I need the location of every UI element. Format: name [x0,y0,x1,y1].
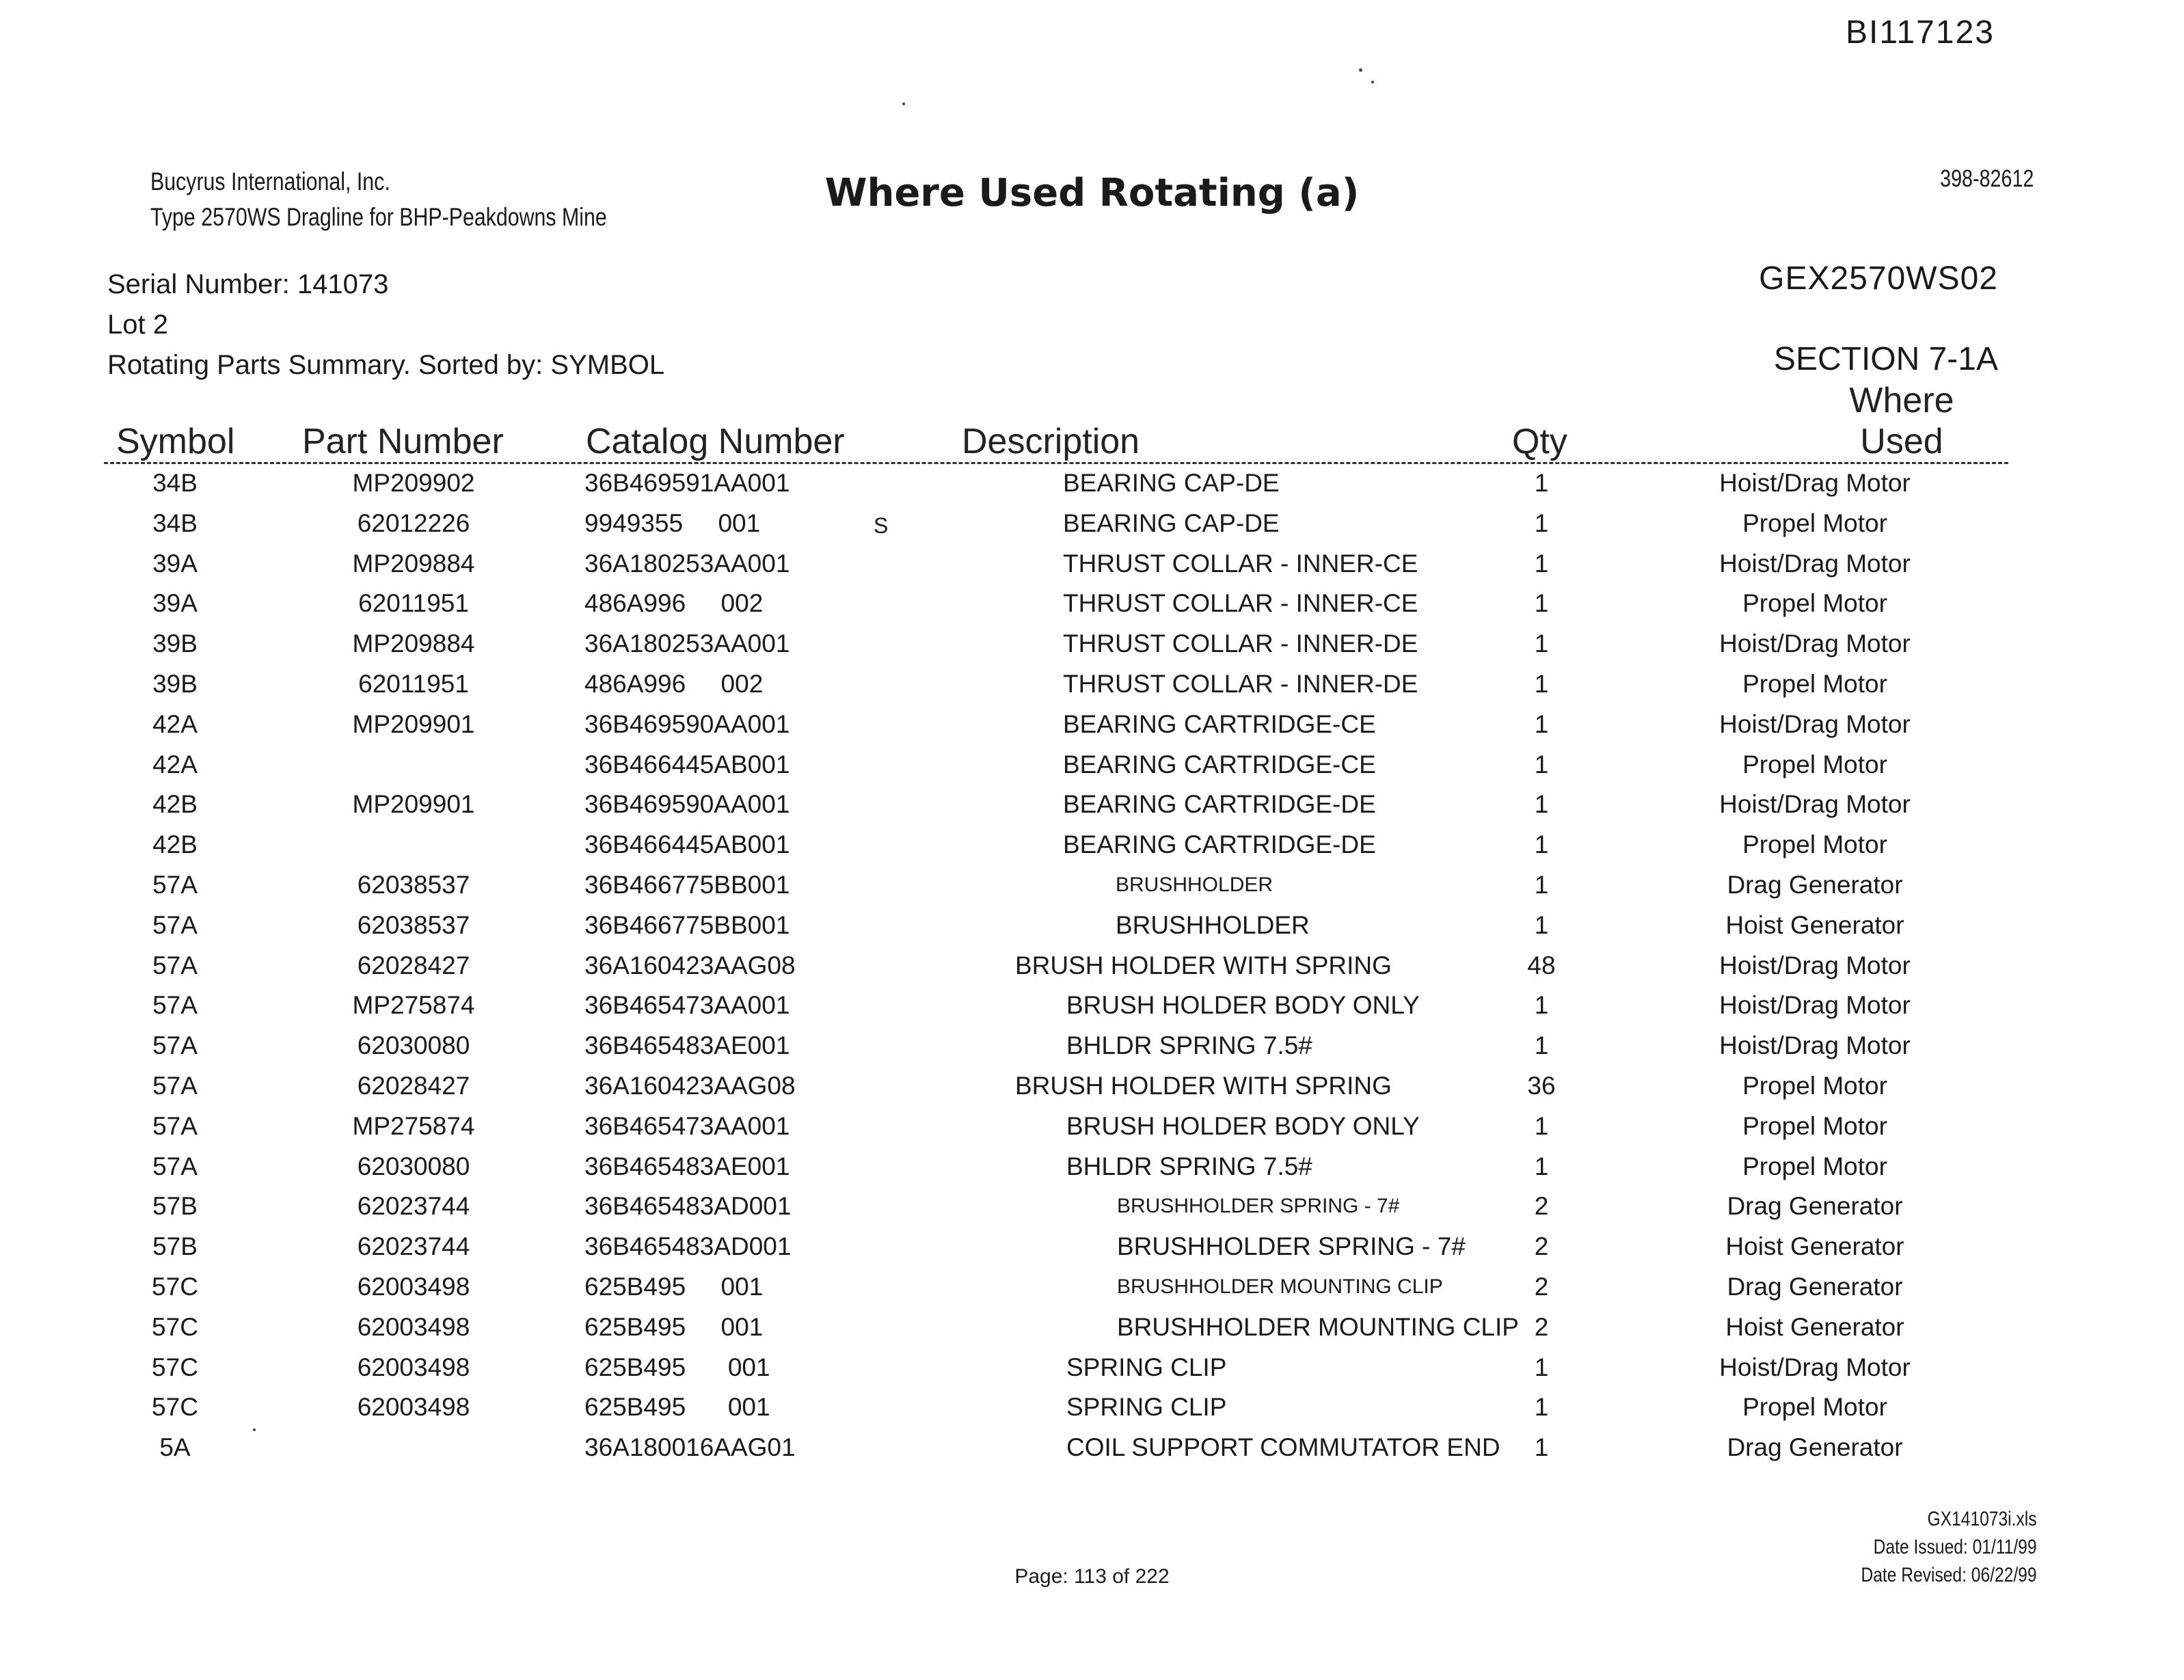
description-cell: BEARING CAP-DE [1063,469,1280,497]
where-used-cell: Hoist/Drag Motor [1719,790,1911,819]
file-name: GX141073i.xls [1927,1508,2037,1530]
symbol-cell: 57A [152,1111,198,1140]
where-used-cell: Hoist/Drag Motor [1719,991,1911,1020]
where-used-cell: Propel Motor [1742,1072,1887,1100]
table-row [0,710,2184,750]
qty-cell: 1 [1534,469,1549,497]
catalog-number-cell: 625B495 001 [584,1393,770,1422]
where-used-cell: Propel Motor [1742,830,1887,859]
symbol-cell: 57A [152,1152,198,1180]
part-number-cell: MP209884 [352,629,475,658]
where-used-cell: Propel Motor [1742,1393,1887,1422]
symbol-cell: 39B [152,629,198,658]
description-cell: BEARING CARTRIDGE-CE [1063,709,1376,738]
symbol-cell: 57B [152,1232,198,1261]
where-used-cell: Hoist/Drag Motor [1719,629,1911,658]
qty-cell: 1 [1534,629,1549,658]
description-cell: COIL SUPPORT COMMUTATOR END [1066,1433,1500,1462]
symbol-cell: 57A [152,951,198,979]
table-row [0,830,2184,871]
where-used-cell: Propel Motor [1742,670,1887,698]
description-cell: BEARING CARTRIDGE-DE [1063,830,1376,859]
where-used-cell: Hoist/Drag Motor [1719,709,1911,738]
qty-cell: 2 [1534,1312,1549,1341]
table-row [0,1433,2184,1474]
description-cell: SPRING CLIP [1066,1393,1227,1422]
qty-cell: 2 [1534,1232,1549,1261]
part-number-cell: 62011951 [358,589,469,618]
qty-cell: 1 [1534,830,1549,859]
catalog-number-cell: 36B465483AD001 [584,1192,792,1221]
catalog-number-cell: 36B469590AA001 [584,709,790,738]
header-qty: Qty [1512,422,1567,461]
header-catalog-number: Catalog Number [586,422,845,461]
document-id: BI117123 [1846,14,1995,51]
catalog-number-cell: 36A160423AAG08 [584,951,796,979]
symbol-cell: 57A [152,1072,198,1100]
description-cell: BEARING CARTRIDGE-DE [1063,790,1376,819]
where-used-cell: Hoist Generator [1725,910,1904,939]
table-row [0,1353,2184,1394]
symbol-cell: 57A [152,991,198,1020]
table-row [0,469,2184,509]
table-row [0,1031,2184,1072]
where-used-cell: Hoist Generator [1725,1232,1904,1261]
where-used-cell: Hoist/Drag Motor [1719,951,1911,979]
catalog-number-cell: 625B495 001 [584,1273,764,1301]
qty-cell: 2 [1534,1273,1549,1301]
header-part-number: Part Number [302,422,504,461]
part-number-cell: 62030080 [357,1031,470,1060]
scan-speck [902,103,905,105]
part-number-cell: 62023744 [357,1232,470,1261]
symbol-cell: 57A [152,871,198,899]
description-cell: BRUSHHOLDER MOUNTING CLIP [1117,1275,1443,1298]
header-where-used-line2: Used [1860,422,1943,461]
qty-cell: 1 [1534,709,1549,738]
part-number-cell: 62038537 [357,871,470,899]
catalog-number-cell: 36B466775BB001 [584,910,790,939]
table-row [0,951,2184,992]
catalog-number-cell: 36B466445AB001 [584,750,790,778]
catalog-number-cell: 36B466445AB001 [584,830,790,859]
date-issued: Date Issued: 01/11/99 [1874,1536,2037,1558]
qty-cell: 1 [1534,1031,1549,1060]
qty-cell: 1 [1534,871,1549,899]
part-number-cell: 62003498 [357,1353,470,1381]
where-used-cell: Hoist/Drag Motor [1719,469,1911,497]
table-row [0,1313,2184,1353]
qty-cell: 1 [1534,910,1549,939]
table-row [0,1112,2184,1152]
description-cell: THRUST COLLAR - INNER-CE [1063,589,1418,618]
symbol-cell: 39A [152,589,198,618]
symbol-cell: 57B [152,1192,198,1221]
qty-cell: 1 [1534,1111,1549,1140]
catalog-number-cell: 625B495 001 [584,1353,770,1381]
qty-cell: 1 [1534,991,1549,1020]
page-title: Where Used Rotating (a) [824,171,1360,215]
catalog-number-cell: 36B465473AA001 [584,991,790,1020]
machine-subtitle: Type 2570WS Dragline for BHP-Peakdowns Mine [150,203,607,231]
header-where-used-line1: Where [1849,381,1954,420]
qty-cell: 1 [1534,589,1549,618]
description-cell: THRUST COLLAR - INNER-DE [1063,670,1418,698]
flag-cell: S [874,513,889,538]
part-number-cell: MP209884 [352,549,475,578]
scan-speck [253,1428,256,1431]
date-revised: Date Revised: 06/22/99 [1861,1564,2037,1586]
symbol-cell: 57C [152,1273,198,1301]
table-row [0,991,2184,1031]
qty-cell: 2 [1534,1192,1549,1221]
symbol-cell: 34B [152,509,198,537]
symbol-cell: 42B [152,830,198,859]
catalog-number-cell: 36A180253AA001 [584,629,790,658]
where-used-cell: Hoist/Drag Motor [1719,549,1911,578]
summary-label: Rotating Parts Summary. Sorted by: SYMBOL [107,350,665,380]
qty-cell: 48 [1527,951,1556,979]
qty-cell: 1 [1534,509,1549,537]
part-number-cell: 62030080 [357,1152,470,1180]
table-row [0,1393,2184,1433]
qty-cell: 1 [1534,1393,1549,1422]
table-row [0,589,2184,629]
where-used-cell: Hoist Generator [1725,1312,1904,1341]
part-number-cell: 62003498 [357,1273,470,1301]
description-cell: BRUSHHOLDER SPRING - 7# [1117,1195,1400,1218]
scan-speck [1359,68,1362,72]
catalog-number-cell: 36A180253AA001 [584,549,790,578]
table-row [0,670,2184,710]
description-cell: THRUST COLLAR - INNER-CE [1063,549,1418,578]
catalog-number-cell: 36A160423AAG08 [584,1072,796,1100]
part-number-cell: MP275874 [352,1111,475,1140]
qty-cell: 1 [1534,790,1549,819]
description-cell: BHLDR SPRING 7.5# [1066,1152,1312,1180]
symbol-cell: 39B [152,670,198,698]
part-number-cell: 62011951 [358,670,469,698]
table-header [104,383,2008,464]
lot-label: Lot 2 [107,310,168,340]
description-cell: BEARING CAP-DE [1063,509,1280,537]
table-row [0,911,2184,951]
part-number-cell: MP275874 [352,991,475,1020]
description-cell: BRUSH HOLDER BODY ONLY [1066,1111,1420,1140]
where-used-cell: Drag Generator [1727,1192,1903,1221]
catalog-number-cell: 9949355 001 [584,509,761,537]
where-used-cell: Propel Motor [1742,589,1887,618]
description-cell: BEARING CARTRIDGE-CE [1063,750,1376,778]
description-cell: SPRING CLIP [1066,1353,1227,1381]
part-number-cell: 62003498 [357,1312,470,1341]
company-name: Bucyrus International, Inc. [150,167,390,195]
part-number-cell: 62038537 [357,910,470,939]
catalog-number-cell: 36B465483AD001 [584,1232,792,1261]
symbol-cell: 57A [152,1031,198,1060]
qty-cell: 1 [1534,670,1549,698]
page-number: Page: 113 of 222 [1014,1565,1170,1588]
part-number-cell: MP209901 [352,790,475,819]
table-row [0,1152,2184,1193]
part-number-cell: 62023744 [357,1192,470,1221]
serial-number: Serial Number: 141073 [107,269,389,299]
table-row [0,1192,2184,1232]
catalog-number-cell: 36B469590AA001 [584,790,790,819]
table-row [0,1232,2184,1273]
description-cell: BRUSH HOLDER WITH SPRING [1015,951,1392,979]
reference-number: 398-82612 [1939,165,2034,192]
symbol-cell: 57C [152,1393,198,1422]
qty-cell: 1 [1534,1353,1549,1381]
catalog-number-cell: 486A996 002 [584,589,764,618]
description-cell: BRUSH HOLDER BODY ONLY [1066,991,1420,1020]
catalog-number-cell: 625B495 001 [584,1312,764,1341]
table-row [0,1273,2184,1313]
qty-cell: 1 [1534,1433,1549,1462]
serial-block [107,265,664,385]
qty-cell: 1 [1534,750,1549,778]
catalog-number-cell: 486A996 002 [584,670,764,698]
table-row [0,871,2184,911]
model-code: GEX2570WS02 [1759,260,1998,297]
table-row [0,550,2184,590]
part-number-cell: 62028427 [357,951,470,979]
catalog-number-cell: 36B465473AA001 [584,1111,790,1140]
where-used-cell: Propel Motor [1742,1111,1887,1140]
description-cell: BRUSHHOLDER [1116,910,1310,939]
where-used-cell: Propel Motor [1742,750,1887,778]
scan-speck [1371,81,1374,83]
symbol-cell: 34B [152,469,198,497]
description-cell: THRUST COLLAR - INNER-DE [1063,629,1418,658]
where-used-cell: Propel Motor [1742,1152,1887,1180]
symbol-cell: 57A [152,910,198,939]
header-description: Description [962,422,1140,461]
catalog-number-cell: 36B469591AA001 [584,469,790,497]
part-number-cell: 62012226 [357,509,470,537]
symbol-cell: 57C [152,1312,198,1341]
description-cell: BHLDR SPRING 7.5# [1066,1031,1312,1060]
catalog-number-cell: 36B465483AE001 [584,1031,790,1060]
symbol-cell: 42A [152,709,198,738]
table-row [0,750,2184,791]
where-used-cell: Drag Generator [1727,1273,1903,1301]
where-used-cell: Hoist/Drag Motor [1719,1031,1911,1060]
catalog-number-cell: 36B465483AE001 [584,1152,790,1180]
part-number-cell: 62028427 [357,1072,470,1100]
symbol-cell: 42B [152,790,198,819]
qty-cell: 1 [1534,1152,1549,1180]
table-row [0,1072,2184,1112]
section-label: SECTION 7-1A [1773,341,1998,377]
symbol-cell: 42A [152,750,198,778]
symbol-cell: 5A [159,1433,191,1462]
description-cell: BRUSHHOLDER MOUNTING CLIP [1117,1312,1519,1341]
catalog-number-cell: 36A180016AAG01 [584,1433,796,1462]
header-where-used [1731,380,2073,462]
description-cell: BRUSH HOLDER WITH SPRING [1015,1072,1392,1100]
where-used-cell: Propel Motor [1742,509,1887,537]
table-row [0,790,2184,830]
symbol-cell: 39A [152,549,198,578]
qty-cell: 1 [1534,549,1549,578]
part-number-cell: 62003498 [357,1393,470,1422]
where-used-cell: Drag Generator [1727,871,1903,899]
table-row [0,509,2184,550]
where-used-cell: Hoist/Drag Motor [1719,1353,1911,1381]
header-symbol: Symbol [116,422,235,461]
symbol-cell: 57C [152,1353,198,1381]
table-row [0,629,2184,670]
qty-cell: 36 [1527,1072,1556,1100]
catalog-number-cell: 36B466775BB001 [584,871,790,899]
part-number-cell: MP209902 [352,469,475,497]
part-number-cell: MP209901 [352,709,475,738]
where-used-cell: Drag Generator [1727,1433,1903,1462]
description-cell: BRUSHHOLDER SPRING - 7# [1117,1232,1466,1261]
description-cell: BRUSHHOLDER [1116,873,1273,896]
